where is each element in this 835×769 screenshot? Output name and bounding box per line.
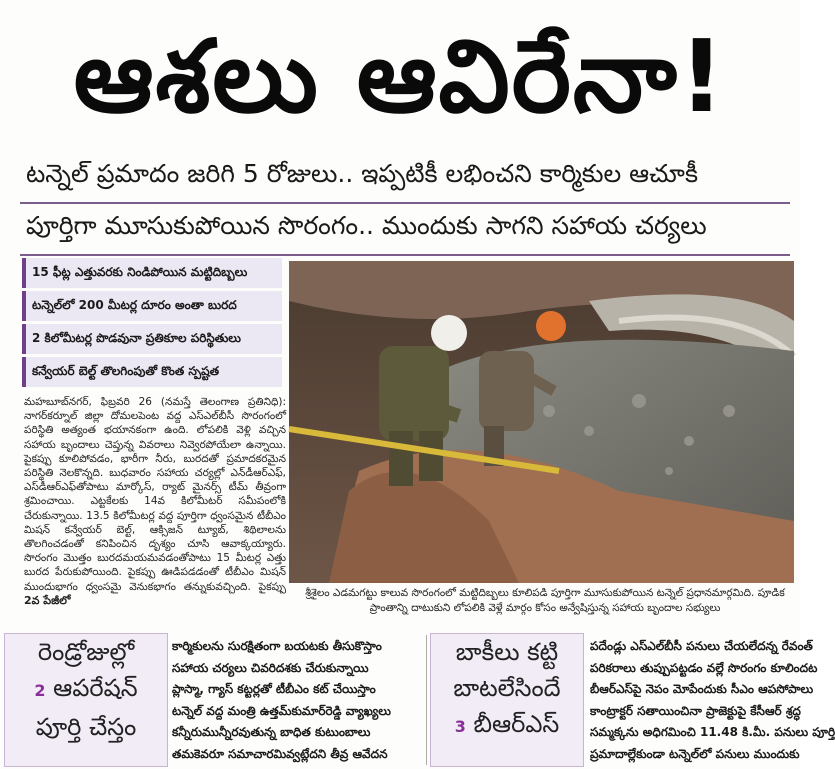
sub-article-line: తమకెవరూ సమాచారమివ్వట్లేదని తీవ్ర ఆవేదన — [172, 746, 388, 761]
subheadline-1: టన్నెల్ ప్రమాదం జరిగి 5 రోజులు.. ఇప్పటికీ లభించని కార్మికుల ఆచూకీ — [26, 159, 699, 188]
highlight-item: 2 కిలోమీటర్ల పొడవునా ప్రతికూల పరిస్థితులు — [22, 324, 282, 354]
sub-article-line: సహాయ చర్యలు చివరిదశకు చేరుకున్నాయి — [172, 660, 369, 675]
sub-article-2 — [590, 636, 835, 765]
article-text: మహబూబ్‌నగర్, ఫిబ్రవరి 26 (నమస్తే తెలంగాణ ప్రతినిధి): నాగర్‌కర్నూల్ జిల్లా దోమలపెంట వద్ద ఎస్‌ఎల్‌బీసీ సొరంగంలో పరిస్థితి అత్యంత భయానకంగా ఉంది. లోపలికి వెళ్లి వచ్చిన సహాయ బృందాలు చెప్తున్న వివరాలు నివ్వెరపోయేలా ఉన్నాయి. పైకప్పు కూలిపోవడం, భారీగా నీరు, బురదతో ప్రమాదకరమైన పరిస్థితి నెలకొన్నది. బుధవారం సహాయ చర్యల్లో ఎన్‌డీఆర్‌ఎఫ్, ఎస్‌డీఆర్‌ఎఫ్‌తోపాటు మార్కోస్, ర్యాట్ మైనర్స్ టీమ్ తీవ్రంగా శ్రమించాయి. ఎట్టకేలకు 14వ కిలోమీటర్ సమీపంలోకి చేరుకున్నాయి. 13.5 కిలోమీటర్ల వద్ద పూర్తిగా ధ్వంసమైన టీబీఎం మిషన్ కన్వేయర్ బెల్ట్, ఆక్సిజన్ ట్యూబ్, శిథిలాలను తొలగించడంతో కనిపించిన దృశ్యం చూసి ఆవాక్కయ్యారు. సొరంగం మొత్తం బురదమయమవడంతోపాటు 15 మీటర్ల ఎత్తు బురద పేరుకుపోయింది. పైకప్పు ఊడిపడడంతో టీబీఎం మిషన్ ముందుభాగం ధ్వంసమై వెనుకభాగం తన్నుకువచ్చింది. పైకప్పు — [24, 396, 286, 593]
teaser-line: రెండ్రోజుల్లో — [37, 638, 135, 666]
subheadline-2: పూర్తిగా మూసుకుపోయిన సొరంగం.. ముందుకు సాగని సహాయ చర్యలు — [26, 211, 707, 240]
sub-article-line: కార్మికులను సురక్షితంగా బయటకు తీసుకొస్తాం — [172, 639, 382, 653]
tunnel-rescue-photo — [289, 261, 794, 583]
teaser-line: బాటలేసిందే — [453, 674, 561, 702]
teaser-box-2 — [430, 633, 584, 767]
divider — [20, 254, 790, 256]
sub-article-1 — [172, 636, 422, 765]
sub-article-line: కాంట్రాక్టర్ సతాయించినా ప్రాజెక్టుపై కేసీఆర్ శ్రద్ధ — [590, 703, 801, 718]
photo-caption: శ్రీశైలం ఎడమగట్టు కాలువ సొరంగంలో మట్టిదిబ్బలు కూలిపడి పూర్తిగా మూసుకుపోయిన టన్నెల్ ప్రధానమార్గమిది. పూడిక ప్రాంతాన్ని దాటుకుని లోపలికి వెళ్లే మార్గం కోసం అన్వేషిస్తున్న సహాయ బృందాల సభ్యులు — [305, 587, 785, 614]
highlight-item: కన్వేయర్ బెల్ట్ తొలగింపుతో కొంత స్పష్టత — [22, 357, 282, 387]
teaser-line: బాకీలు కట్టి — [455, 638, 559, 666]
page-number-link[interactable]: 2 — [34, 681, 46, 700]
sub-article-line: బీఆర్‌ఎస్‌పై నెపం మోపేందుకు సీఎం ఆపసోపాలు — [590, 682, 814, 696]
highlight-item: టన్నెల్‌లో 200 మీటర్ల దూరం అంతా బురద — [22, 291, 282, 321]
sub-article-line: పరికరాలు తుప్పుపట్టడం వల్లే సొరంగం కూలిందట — [590, 660, 818, 675]
teaser-text: బీఆర్‌ఎస్ — [473, 710, 560, 738]
column-divider — [426, 635, 427, 765]
continued-page-ref[interactable]: 2వ పేజీలో — [24, 593, 71, 607]
highlights-list — [22, 258, 282, 390]
divider — [20, 202, 790, 204]
teaser-line — [5, 670, 167, 709]
sub-article-line: ప్లాస్మా, గ్యాస్ కట్టర్లతో టీబీఎం కట్ చేయిస్తాం — [172, 682, 376, 696]
teaser-line — [431, 706, 583, 745]
page-number-link[interactable]: 3 — [454, 717, 466, 736]
sub-article-line: టన్నెల్ వద్ద మంత్రి ఉత్తమ్‌కుమార్‌రెడ్డి వ్యాఖ్యలు — [172, 703, 391, 718]
teaser-line: పూర్తి చేస్తం — [35, 713, 137, 741]
sub-article-line: పదేండ్లు ఎస్‌ఎల్‌బీసీ పనులు చేయలేదన్న రేవంత్ — [590, 639, 813, 653]
sub-article-line: కన్నీరుమున్నీరవుతున్న బాధిత కుటుంబాలు — [172, 725, 371, 739]
article-body — [24, 395, 286, 620]
headline: ఆశలు ఆవిరేనా! — [73, 18, 727, 135]
sub-article-line: సమ్మక్కను అధిగమించి 11.48 కి.మీ. పనులు పూర్తి — [590, 725, 835, 739]
teaser-box-1 — [4, 633, 168, 767]
sub-article-line: ప్రమాదాల్లేకుండా టన్నెల్‌లో పనులు ముందుకు — [590, 746, 800, 761]
teaser-text: ఆపరేషన్ — [53, 674, 138, 702]
highlight-item: 15 ఫీట్ల ఎత్తువరకు నిండిపోయిన మట్టిదిబ్బలు — [22, 258, 282, 288]
